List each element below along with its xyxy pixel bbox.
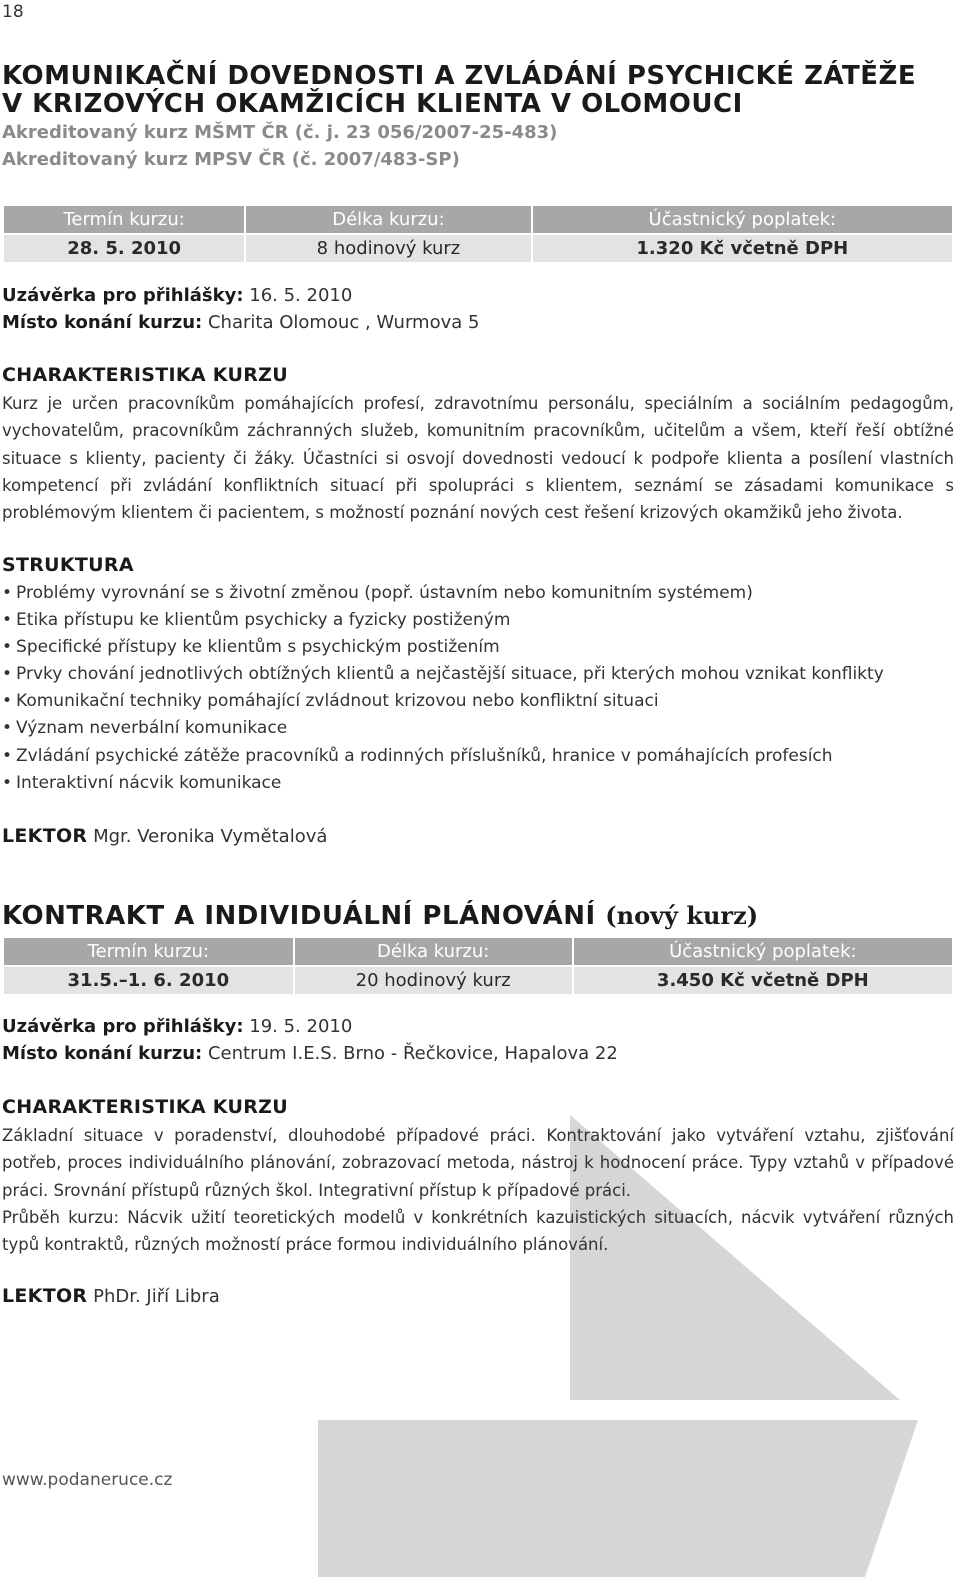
course1-characteristics-text xyxy=(2,390,954,526)
venue-label: Místo konání kurzu: xyxy=(2,1043,203,1064)
venue-value: Centrum I.E.S. Brno - Řečkovice, Hapalova 22 xyxy=(207,1043,618,1064)
course1-lecturer xyxy=(2,825,327,847)
footer-url: www.podaneruce.cz xyxy=(2,1470,173,1490)
list-item: • Prvky chování jednotlivých obtížných klientů a nejčastější situace, při kterých mohou vznikat konflikty xyxy=(2,661,884,688)
course2-title xyxy=(2,902,758,930)
list-item: • Interaktivní nácvik komunikace xyxy=(2,770,884,797)
course1-accreditation-mpsv: Akreditovaný kurz MPSV ČR (č. 2007/483-SP) xyxy=(2,149,460,170)
fee-header: Účastnický poplatek: xyxy=(533,206,952,233)
list-item: • Problémy vyrovnání se s životní změnou (popř. ústavním nebo komunitním systémem) xyxy=(2,580,884,607)
term-header: Termín kurzu: xyxy=(4,206,244,233)
lecturer-name: PhDr. Jiří Libra xyxy=(93,1286,220,1307)
course2-deadline xyxy=(2,1013,352,1040)
course1-accreditation-msmt: Akreditovaný kurz MŠMT ČR (č. j. 23 056/2007-25-483) xyxy=(2,122,558,143)
term-value: 28. 5. 2010 xyxy=(4,235,244,262)
characteristics-paragraph: Základní situace v poradenství, dlouhodobé případové práci. Kontraktování jako vytváření vztahu, zjišťování potřeb, proces individuálního plánování, zobrazovací metoda, nástroj k hodnocení práce. Typy vztahů v případové práci. Srovnání přístupů různých škol. Integrativní přístup k případové práci. xyxy=(2,1126,954,1200)
length-header: Délka kurzu: xyxy=(295,938,572,965)
page-number: 18 xyxy=(2,2,24,22)
course1-structure-heading: STRUKTURA xyxy=(2,554,134,576)
course-progress-paragraph: Průběh kurzu: Nácvik užití teoretických modelů v konkrétních kazuistických situacích, nácvik vytváření různých typů kontraktů, různých možností práce formou individuálního plánování. xyxy=(2,1207,954,1255)
length-value: 8 hodinový kurz xyxy=(246,235,530,262)
list-item: • Význam neverbální komunikace xyxy=(2,715,884,742)
lecturer-label: LEKTOR xyxy=(2,825,88,847)
course2-characteristics-text xyxy=(2,1122,954,1258)
boat-hull-shape xyxy=(318,1420,918,1577)
lecturer-name: Mgr. Veronika Vymětalová xyxy=(93,826,328,847)
length-value: 20 hodinový kurz xyxy=(295,967,572,994)
course1-title-line2: V KRIZOVÝCH OKAMŽICÍCH KLIENTA V OLOMOUCI xyxy=(2,89,743,119)
course2-characteristics-heading: CHARAKTERISTIKA KURZU xyxy=(2,1096,288,1118)
lecturer-label: LEKTOR xyxy=(2,1285,88,1307)
list-item: • Specifické přístupy ke klientům s psychickým postižením xyxy=(2,634,884,661)
fee-value: 1.320 Kč včetně DPH xyxy=(533,235,952,262)
course1-structure-list xyxy=(2,580,884,797)
course2-title-suffix: (nový kurz) xyxy=(605,901,759,930)
list-item: • Zvládání psychické zátěže pracovníků a rodinných příslušníků, hranice v pomáhajících profesích xyxy=(2,743,884,770)
course1-info-table xyxy=(2,204,954,264)
term-header: Termín kurzu: xyxy=(4,938,293,965)
fee-value: 3.450 Kč včetně DPH xyxy=(574,967,952,994)
deadline-label: Uzávěrka pro přihlášky: xyxy=(2,285,244,306)
fee-header: Účastnický poplatek: xyxy=(574,938,952,965)
course2-title-text: KONTRAKT A INDIVIDUÁLNÍ PLÁNOVÁNÍ xyxy=(2,901,596,931)
characteristics-paragraph: Kurz je určen pracovníkům pomáhajících profesí, zdravotnímu personálu, speciálním a sociálním pedagogům, vychovatelům, pracovníkům záchranných služeb, komunitním pracovníkům, učitelům a všem, kteří řeší obtížné situace s klienty, pacienty či žáky. Účastníci si osvojí dovednosti vedoucí k podpoře klienta a posílení vlastních kompetencí při zvládání konfliktních situací při spolupráci s klientem, seznámí se zásadami komunikace s problémovým klientem či pacientem, s možností poznání nových cest řešení krizových okamžiků jeho života. xyxy=(2,394,954,523)
course1-venue xyxy=(2,309,479,336)
list-item: • Komunikační techniky pomáhající zvládnout krizovou nebo konfliktní situaci xyxy=(2,688,884,715)
course1-title-line1: KOMUNIKAČNÍ DOVEDNOSTI A ZVLÁDÁNÍ PSYCHICKÉ ZÁTĚŽE xyxy=(2,61,917,91)
venue-value: Charita Olomouc , Wurmova 5 xyxy=(207,312,480,333)
term-value: 31.5.–1. 6. 2010 xyxy=(4,967,293,994)
length-header: Délka kurzu: xyxy=(246,206,530,233)
deadline-label: Uzávěrka pro přihlášky: xyxy=(2,1016,244,1037)
course1-deadline xyxy=(2,282,352,309)
deadline-value: 16. 5. 2010 xyxy=(249,285,353,306)
deadline-value: 19. 5. 2010 xyxy=(249,1016,353,1037)
venue-label: Místo konání kurzu: xyxy=(2,312,203,333)
list-item: • Etika přístupu ke klientům psychicky a fyzicky postiženým xyxy=(2,607,884,634)
course2-info-table xyxy=(2,936,954,996)
course1-characteristics-heading: CHARAKTERISTIKA KURZU xyxy=(2,364,288,386)
course2-venue xyxy=(2,1040,618,1067)
course2-lecturer xyxy=(2,1285,220,1307)
